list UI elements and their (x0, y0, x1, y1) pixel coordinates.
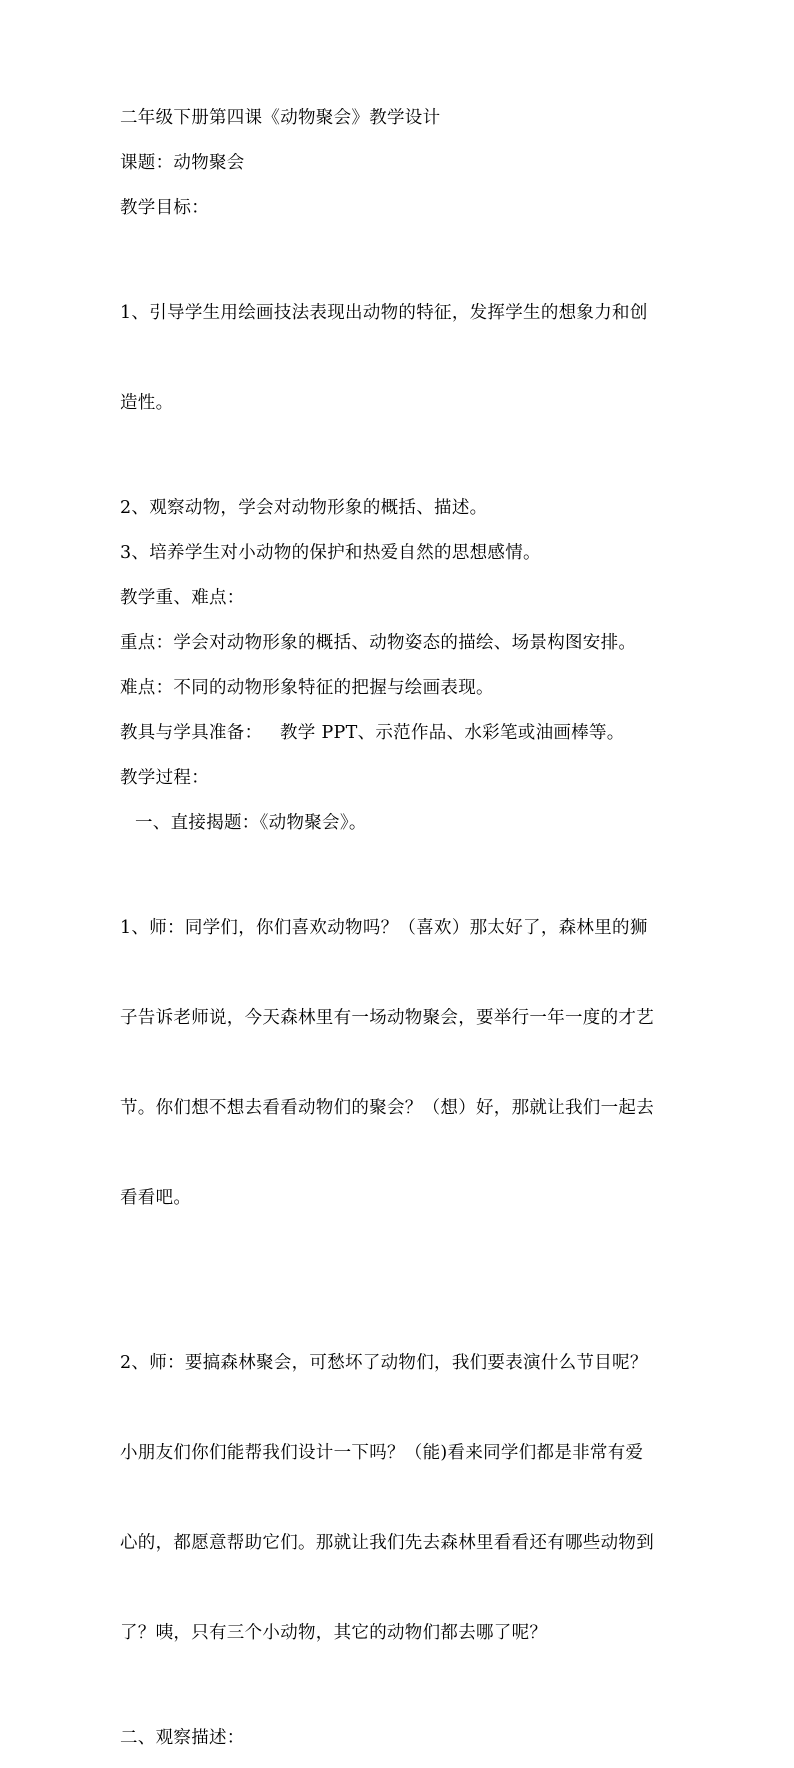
step-2-line-4: 了？咦，只有三个小动物，其它的动物们都去哪了呢？ (120, 1623, 548, 1643)
process-heading: 教学过程： (120, 768, 209, 788)
objective-1 (120, 238, 675, 478)
objective-1-line-2: 造性。 (120, 393, 174, 413)
key-point: 重点：学会对动物形象的概括、动物姿态的描绘、场景构图安排。 (120, 633, 637, 653)
step-2-line-3: 心的，都愿意帮助它们。那就让我们先去森林里看看还有哪些动物到 (120, 1533, 654, 1553)
step-2-line-1: 2、师：要搞森林聚会，可愁坏了动物们，我们要表演什么节目呢？ (120, 1353, 648, 1373)
document-body (120, 103, 675, 1768)
difficulty: 难点：不同的动物形象特征的把握与绘画表现。 (120, 678, 494, 698)
objective-1-line-1: 1、引导学生用绘画技法表现出动物的特征，发挥学生的想象力和创 (120, 303, 648, 323)
step-2 (120, 1288, 675, 1708)
section-1-heading: 一、直接揭题：《动物聚会》。 (135, 813, 367, 833)
step-1-line-4: 看看吧。 (120, 1188, 192, 1208)
step-1-line-3: 节。你们想不想去看看动物们的聚会？（想）好，那就让我们一起去 (120, 1098, 654, 1118)
key-points-heading: 教学重、难点： (120, 588, 245, 608)
step-2-line-2: 小朋友们你们能帮我们设计一下吗？（能)看来同学们都是非常有爱 (120, 1443, 644, 1463)
step-1 (120, 853, 675, 1273)
section-2-heading: 二、观察描述： (120, 1728, 245, 1748)
step-1-line-1: 1、师：同学们，你们喜欢动物吗？（喜欢）那太好了，森林里的狮 (120, 918, 648, 938)
lesson-topic: 课题：动物聚会 (120, 153, 245, 173)
document-title: 二年级下册第四课《动物聚会》教学设计 (120, 108, 441, 128)
objective-3: 3、培养学生对小动物的保护和热爱自然的思想感情。 (120, 543, 541, 563)
step-1-line-2: 子告诉老师说，今天森林里有一场动物聚会，要举行一年一度的才艺 (120, 1008, 654, 1028)
objective-2: 2、观察动物，学会对动物形象的概括、描述。 (120, 498, 488, 518)
materials: 教具与学具准备： 教学 PPT、示范作品、水彩笔或油画棒等。 (120, 723, 625, 743)
objectives-heading: 教学目标： (120, 198, 209, 218)
